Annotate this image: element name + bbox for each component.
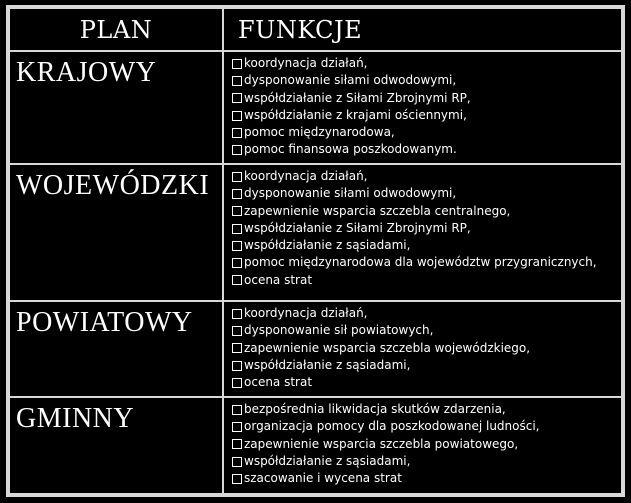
function-text: pomoc finansowa poszkodowanym.: [244, 142, 457, 157]
function-text: współdziałanie z Siłami Zbrojnymi RP,: [244, 90, 471, 105]
checkbox-square-icon: [232, 111, 242, 121]
function-list-item: [232, 436, 621, 453]
function-text: zapewnienie wsparcia szczebla centralnego,: [244, 203, 511, 218]
function-text: zapewnienie wsparcia szczebla wojewódzkiego,: [244, 340, 531, 355]
function-list-item: [232, 254, 621, 271]
function-text: współdziałanie z sąsiadami,: [244, 238, 411, 253]
function-list-item: [232, 374, 621, 391]
checkbox-square-icon: [232, 309, 242, 319]
header-plan: PLAN: [9, 8, 223, 51]
table-row: [9, 164, 622, 301]
function-list-item: [232, 470, 621, 487]
checkbox-square-icon: [232, 224, 242, 234]
checkbox-square-icon: [232, 457, 242, 467]
functions-cell: [223, 164, 622, 301]
function-list-item: [232, 141, 621, 158]
function-text: współdziałanie z krajami ościennymi,: [244, 107, 467, 122]
function-list-item: [232, 107, 621, 124]
table-row: [9, 301, 622, 397]
function-list-item: [232, 90, 621, 107]
function-list-item: [232, 203, 621, 220]
plan-level-cell: POWIATOWY: [9, 301, 223, 397]
checkbox-square-icon: [232, 378, 242, 388]
function-text: pomoc międzynarodowa dla województw przygranicznych,: [244, 255, 597, 270]
table-row: [9, 397, 622, 494]
table-row: [9, 51, 622, 164]
function-list-item: [232, 357, 621, 374]
function-text: pomoc międzynarodowa,: [244, 125, 395, 140]
checkbox-square-icon: [232, 474, 242, 484]
functions-cell: [223, 51, 622, 164]
checkbox-square-icon: [232, 128, 242, 138]
checkbox-square-icon: [232, 145, 242, 155]
function-text: współdziałanie z sąsiadami,: [244, 453, 411, 468]
function-list-item: [232, 418, 621, 435]
function-list-item: [232, 237, 621, 254]
function-text: współdziałanie z sąsiadami,: [244, 357, 411, 372]
function-list-item: [232, 340, 621, 357]
checkbox-square-icon: [232, 343, 242, 353]
checkbox-square-icon: [232, 172, 242, 182]
function-text: dysponowanie siłami odwodowymi,: [244, 186, 457, 201]
function-list-item: [232, 168, 621, 185]
plan-level-cell: KRAJOWY: [9, 51, 223, 164]
checkbox-square-icon: [232, 405, 242, 415]
checkbox-square-icon: [232, 258, 242, 268]
function-text: bezpośrednia likwidacja skutków zdarzenia,: [244, 402, 506, 416]
function-text: koordynacja działań,: [244, 56, 368, 70]
checkbox-square-icon: [232, 59, 242, 69]
checkbox-square-icon: [232, 422, 242, 432]
table-header-row: [9, 8, 622, 51]
function-list-item: [232, 401, 621, 418]
function-list-item: [232, 305, 621, 322]
plans-table-container: [6, 5, 625, 497]
function-list-item: [232, 453, 621, 470]
function-text: ocena strat: [244, 272, 313, 287]
function-text: zapewnienie wsparcia szczebla powiatowego,: [244, 436, 519, 451]
checkbox-square-icon: [232, 241, 242, 251]
function-text: ocena strat: [244, 375, 313, 390]
function-text: koordynacja działań,: [244, 169, 368, 183]
plan-level-cell: GMINNY: [9, 397, 223, 494]
function-list-item: [232, 124, 621, 141]
function-text: szacowanie i wycena strat: [244, 471, 402, 486]
function-list-item: [232, 185, 621, 202]
function-list-item: [232, 72, 621, 89]
functions-cell: [223, 397, 622, 494]
checkbox-square-icon: [232, 361, 242, 371]
function-text: dysponowanie siłami odwodowymi,: [244, 73, 457, 88]
header-funkcje: FUNKCJE: [223, 8, 622, 51]
function-text: dysponowanie sił powiatowych,: [244, 323, 434, 338]
checkbox-square-icon: [232, 439, 242, 449]
checkbox-square-icon: [232, 76, 242, 86]
function-list-item: [232, 55, 621, 72]
checkbox-square-icon: [232, 326, 242, 336]
checkbox-square-icon: [232, 93, 242, 103]
checkbox-square-icon: [232, 189, 242, 199]
function-text: współdziałanie z Siłami Zbrojnymi RP,: [244, 220, 471, 235]
plan-level-cell: WOJEWÓDZKI: [9, 164, 223, 301]
function-list-item: [232, 272, 621, 289]
plans-table: [8, 7, 623, 495]
function-list-item: [232, 220, 621, 237]
function-text: koordynacja działań,: [244, 306, 368, 320]
checkbox-square-icon: [232, 206, 242, 216]
functions-cell: [223, 301, 622, 397]
function-list-item: [232, 322, 621, 339]
function-text: organizacja pomocy dla poszkodowanej ludności,: [244, 419, 540, 434]
checkbox-square-icon: [232, 275, 242, 285]
